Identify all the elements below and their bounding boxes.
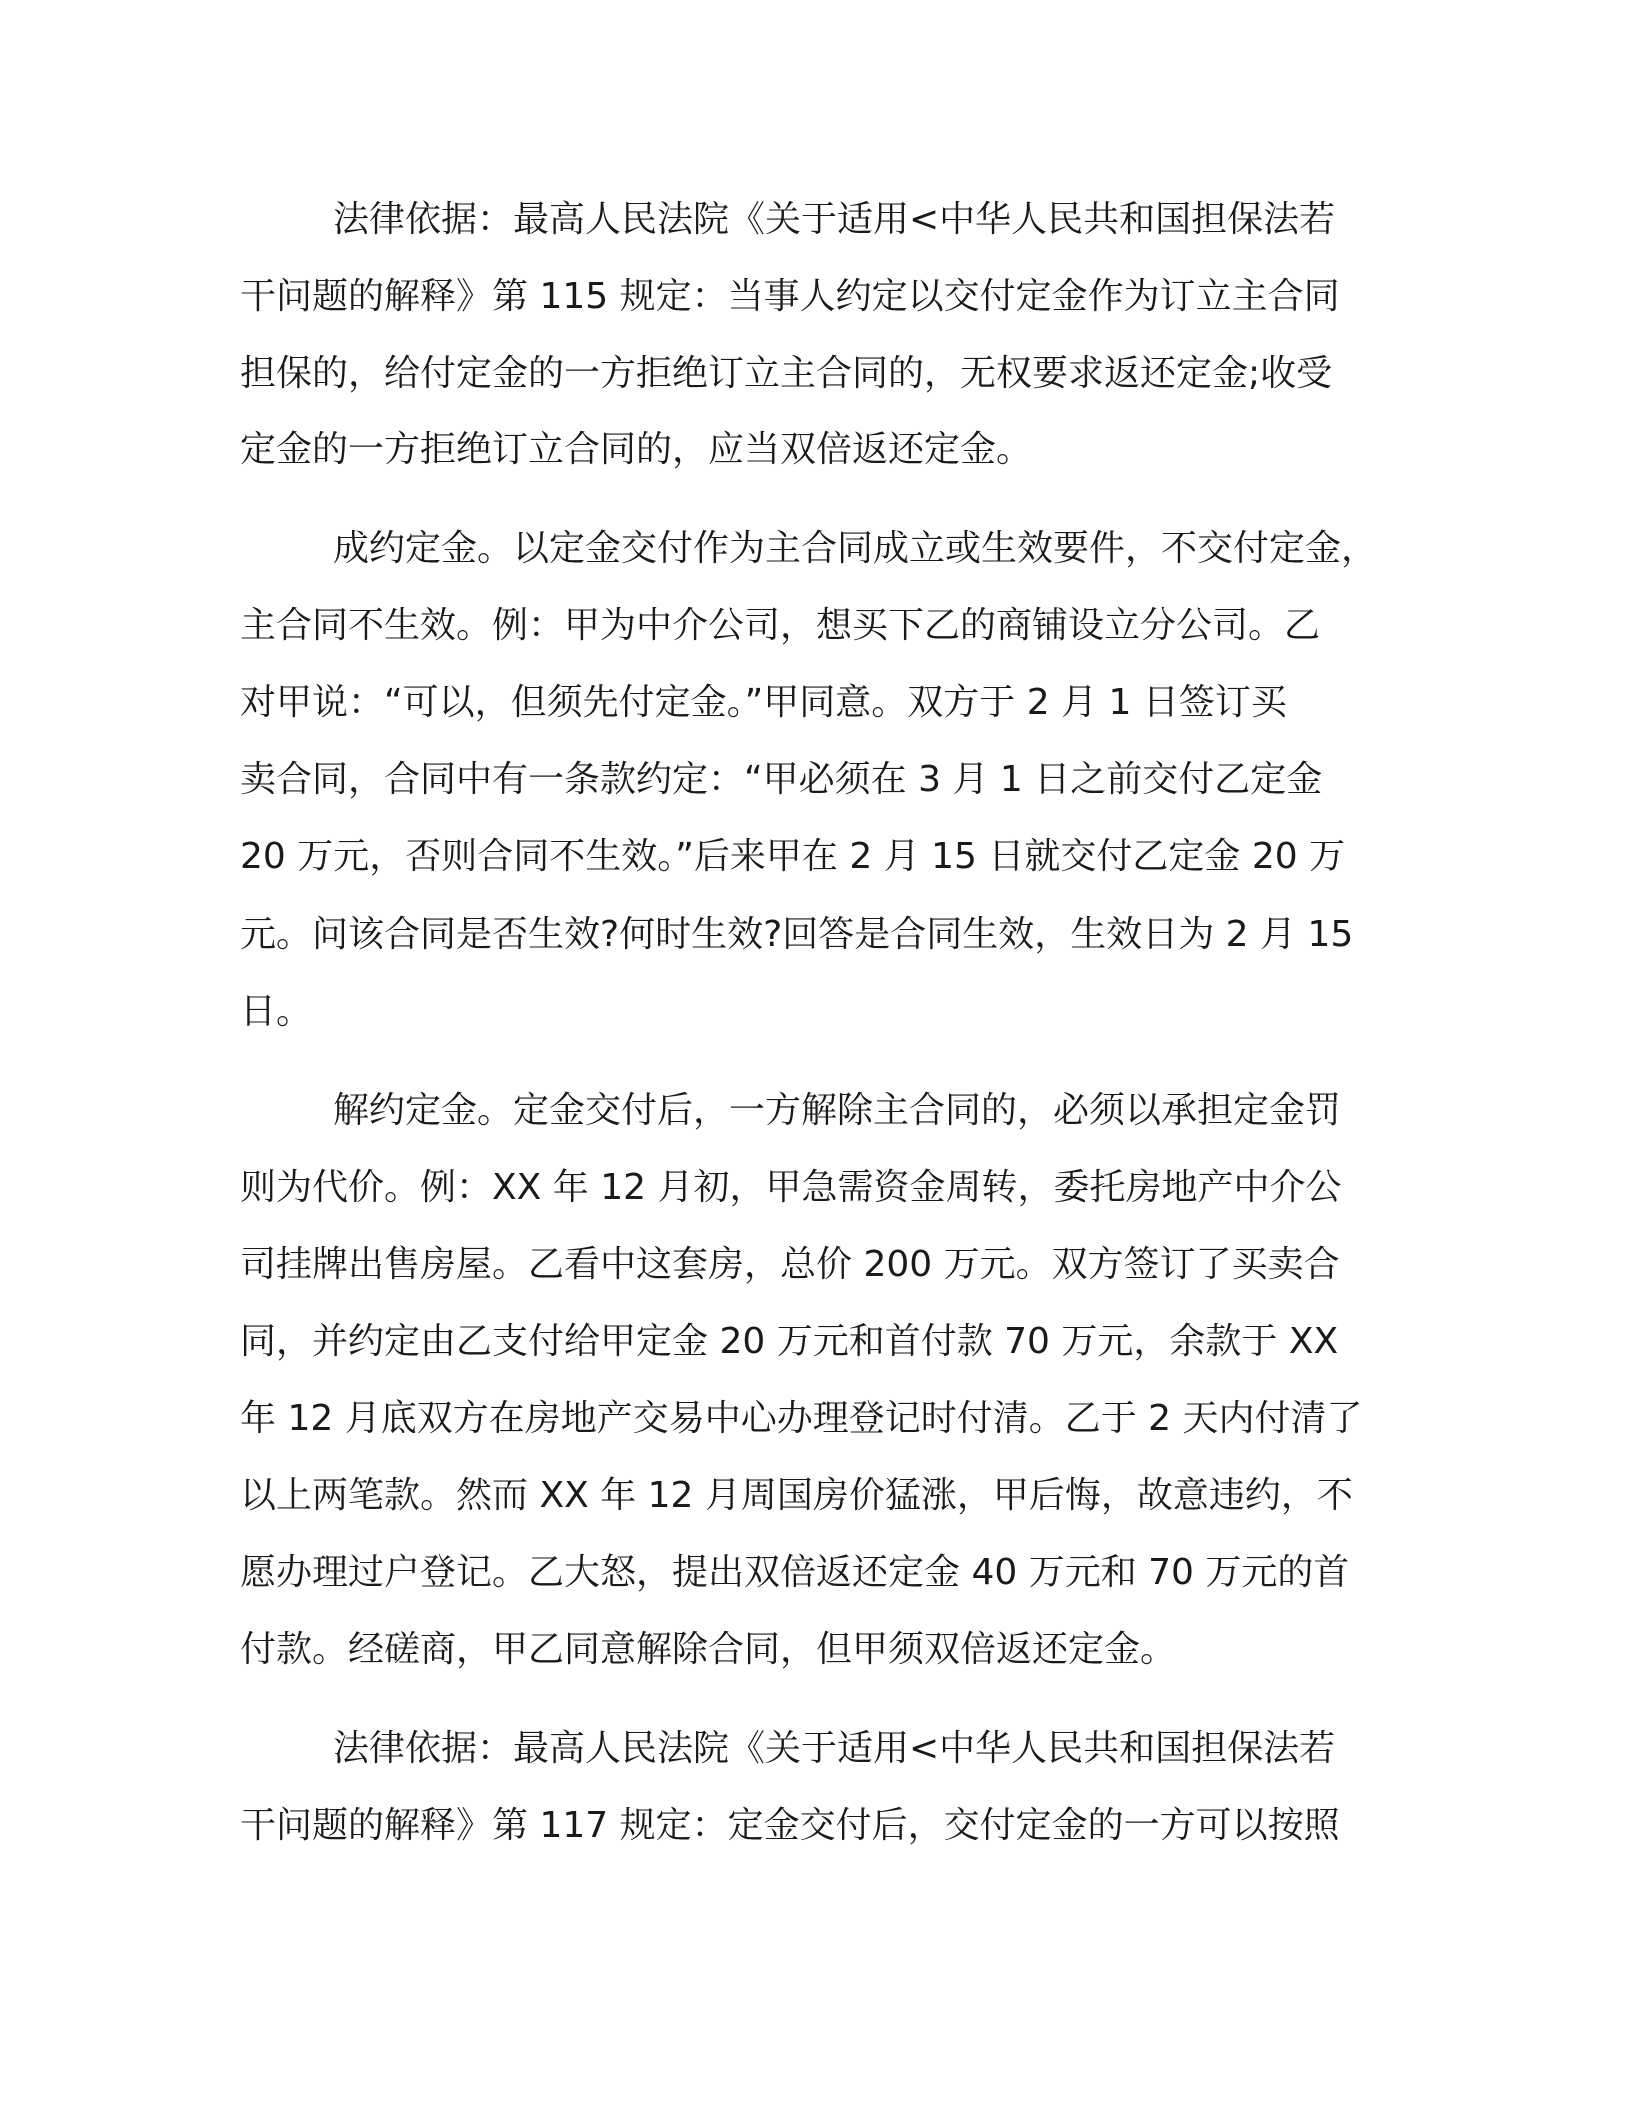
text-line: 干问题的解释》第 115 规定：当事人约定以交付定金作为订立主合同 xyxy=(240,276,1340,317)
text-line: 同，并约定由乙支付给甲定金 20 万元和首付款 70 万元，余款于 XX xyxy=(240,1321,1339,1362)
text-line: 主合同不生效。例：甲为中介公司，想买下乙的商铺设立分公司。乙 xyxy=(240,605,1321,646)
text-line: 成约定金。以定金交付作为主合同成立或生效要件，不交付定金， xyxy=(333,528,1378,569)
text-line: 年 12 月底双方在房地产交易中心办理登记时付清。乙于 2 天内付清了 xyxy=(240,1398,1363,1439)
text-line: 干问题的解释》第 117 规定：定金交付后，交付定金的一方可以按照 xyxy=(240,1805,1340,1846)
text-line: 元。问该合同是否生效?何时生效?回答是合同生效，生效日为 2 月 15 xyxy=(240,914,1354,955)
text-line: 日。 xyxy=(240,991,313,1032)
text-line: 愿办理过户登记。乙大怒，提出双倍返还定金 40 万元和 70 万元的首 xyxy=(240,1552,1350,1593)
text-line: 定金的一方拒绝订立合同的，应当双倍返还定金。 xyxy=(240,429,1033,470)
text-line: 卖合同，合同中有一条款约定：“甲必须在 3 月 1 日之前交付乙定金 xyxy=(240,759,1323,800)
text-line: 法律依据：最高人民法院《关于适用<中华人民共和国担保法若 xyxy=(333,199,1336,240)
text-line: 20 万元，否则合同不生效。”后来甲在 2 月 15 日就交付乙定金 20 万 xyxy=(240,836,1346,877)
text-line: 司挂牌出售房屋。乙看中这套房，总价 200 万元。双方签订了买卖合 xyxy=(240,1244,1340,1285)
text-line: 解约定金。定金交付后，一方解除主合同的，必须以承担定金罚 xyxy=(333,1090,1342,1131)
text-line: 担保的，给付定金的一方拒绝订立主合同的，无权要求返还定金;收受 xyxy=(240,353,1333,394)
text-line: 法律依据：最高人民法院《关于适用<中华人民共和国担保法若 xyxy=(333,1728,1336,1769)
text-line: 对甲说：“可以，但须先付定金。”甲同意。双方于 2 月 1 日签订买 xyxy=(240,682,1287,723)
text-line: 付款。经磋商，甲乙同意解除合同，但甲须双倍返还定金。 xyxy=(240,1629,1177,1670)
text-line: 则为代价。例：XX 年 12 月初，甲急需资金周转，委托房地产中介公 xyxy=(240,1167,1342,1208)
text-line: 以上两笔款。然而 XX 年 12 月周国房价猛涨，甲后悔，故意违约，不 xyxy=(240,1475,1353,1516)
